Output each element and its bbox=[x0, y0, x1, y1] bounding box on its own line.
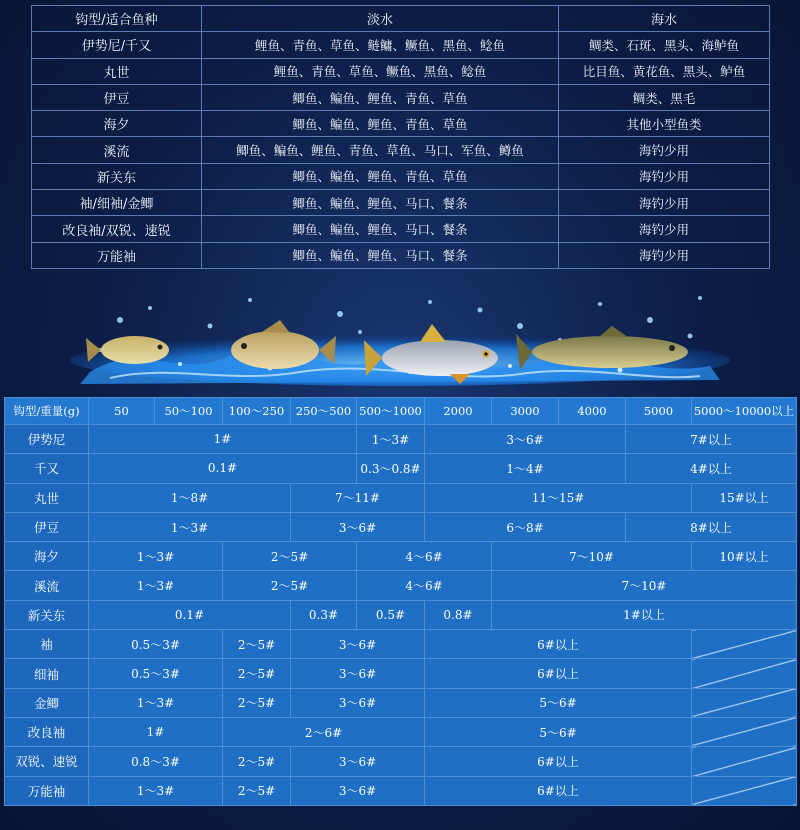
size-value-cell: 6～8# bbox=[425, 512, 626, 541]
weight-header-cell: 50 bbox=[89, 398, 155, 425]
size-value-cell: 3～6# bbox=[291, 659, 425, 688]
hook-name-cell: 伊势尼/千又 bbox=[32, 32, 202, 58]
freshwater-species-cell: 鲤鱼、青鱼、草鱼、鲢鳙、鳜鱼、黑鱼、鲶鱼 bbox=[202, 32, 559, 58]
weight-header-cell: 250～500 bbox=[291, 398, 357, 425]
empty-diagonal-cell bbox=[692, 747, 797, 776]
species-header-cell: 海水 bbox=[559, 6, 770, 32]
size-value-cell: 10#以上 bbox=[692, 542, 797, 571]
hook-name-cell: 袖 bbox=[5, 630, 89, 659]
species-row bbox=[32, 163, 770, 189]
hook-name-cell: 丸世 bbox=[5, 483, 89, 512]
size-value-cell: 1～3# bbox=[89, 688, 223, 717]
size-value-cell: 6#以上 bbox=[425, 747, 692, 776]
size-value-cell: 0.1# bbox=[89, 454, 357, 483]
weight-header-cell: 50～100 bbox=[155, 398, 223, 425]
size-value-cell: 6#以上 bbox=[425, 659, 692, 688]
size-value-cell: 0.3# bbox=[291, 600, 357, 629]
size-row bbox=[5, 512, 797, 541]
hook-name-cell: 万能袖 bbox=[32, 242, 202, 268]
size-row bbox=[5, 542, 797, 571]
freshwater-species-cell: 鲫鱼、鳊鱼、鲤鱼、马口、餐条 bbox=[202, 190, 559, 216]
species-row bbox=[32, 242, 770, 268]
size-value-cell: 2～5# bbox=[223, 571, 357, 600]
size-value-cell: 0.8～3# bbox=[89, 747, 223, 776]
freshwater-species-cell: 鲫鱼、鳊鱼、鲤鱼、青鱼、草鱼 bbox=[202, 163, 559, 189]
size-row bbox=[5, 717, 797, 746]
size-value-cell: 0.5～3# bbox=[89, 659, 223, 688]
size-value-cell: 1～3# bbox=[89, 542, 223, 571]
size-value-cell: 0.8# bbox=[425, 600, 492, 629]
size-header-row bbox=[5, 398, 797, 425]
hook-name-cell: 金鲫 bbox=[5, 688, 89, 717]
size-row bbox=[5, 630, 797, 659]
size-value-cell: 2～5# bbox=[223, 747, 291, 776]
saltwater-species-cell: 海钓少用 bbox=[559, 163, 770, 189]
size-value-cell: 1#以上 bbox=[492, 600, 797, 629]
weight-header-cell: 5000 bbox=[626, 398, 692, 425]
hook-name-cell: 新关东 bbox=[32, 163, 202, 189]
size-value-cell: 5～6# bbox=[425, 688, 692, 717]
size-value-cell: 1～3# bbox=[89, 512, 291, 541]
empty-diagonal-cell bbox=[692, 630, 797, 659]
saltwater-species-cell: 海钓少用 bbox=[559, 137, 770, 163]
hook-name-cell: 溪流 bbox=[5, 571, 89, 600]
size-value-cell: 1# bbox=[89, 425, 357, 454]
species-header-cell: 淡水 bbox=[202, 6, 559, 32]
hook-name-cell: 海夕 bbox=[32, 111, 202, 137]
size-value-cell: 0.5～3# bbox=[89, 630, 223, 659]
species-header-cell: 钩型/适合鱼种 bbox=[32, 6, 202, 32]
size-value-cell: 7～11# bbox=[291, 483, 425, 512]
freshwater-species-cell: 鲫鱼、鳊鱼、鲤鱼、马口、餐条 bbox=[202, 216, 559, 242]
size-value-cell: 7～10# bbox=[492, 571, 797, 600]
hook-name-cell: 伊豆 bbox=[5, 512, 89, 541]
hook-name-cell: 千又 bbox=[5, 454, 89, 483]
hook-name-cell: 伊势尼 bbox=[5, 425, 89, 454]
species-row bbox=[32, 216, 770, 242]
species-row bbox=[32, 84, 770, 110]
size-value-cell: 2～5# bbox=[223, 630, 291, 659]
hook-name-cell: 伊豆 bbox=[32, 84, 202, 110]
hook-name-cell: 海夕 bbox=[5, 542, 89, 571]
size-value-cell: 7～10# bbox=[492, 542, 692, 571]
freshwater-species-cell: 鲤鱼、青鱼、草鱼、鳜鱼、黑鱼、鲶鱼 bbox=[202, 58, 559, 84]
size-value-cell: 1～3# bbox=[357, 425, 425, 454]
empty-diagonal-cell bbox=[692, 688, 797, 717]
size-value-cell: 11～15# bbox=[425, 483, 692, 512]
hook-name-cell: 丸世 bbox=[32, 58, 202, 84]
size-value-cell: 2～5# bbox=[223, 659, 291, 688]
size-value-cell: 1～8# bbox=[89, 483, 291, 512]
size-value-cell: 3～6# bbox=[291, 776, 425, 805]
freshwater-species-cell: 鲫鱼、鳊鱼、鲤鱼、青鱼、草鱼 bbox=[202, 84, 559, 110]
size-value-cell: 5～6# bbox=[425, 717, 692, 746]
size-value-cell: 6#以上 bbox=[425, 630, 692, 659]
freshwater-species-cell: 鲫鱼、鳊鱼、鲤鱼、青鱼、草鱼、马口、军鱼、鳟鱼 bbox=[202, 137, 559, 163]
hook-name-cell: 改良袖/双锐、速锐 bbox=[32, 216, 202, 242]
freshwater-species-cell: 鲫鱼、鳊鱼、鲤鱼、马口、餐条 bbox=[202, 242, 559, 268]
species-row bbox=[32, 111, 770, 137]
size-row bbox=[5, 776, 797, 805]
weight-header-cell: 5000～10000以上 bbox=[692, 398, 797, 425]
size-row bbox=[5, 454, 797, 483]
size-value-cell: 1～3# bbox=[89, 571, 223, 600]
hook-name-cell: 袖/细袖/金鲫 bbox=[32, 190, 202, 216]
species-row bbox=[32, 137, 770, 163]
size-value-cell: 15#以上 bbox=[692, 483, 797, 512]
size-table bbox=[4, 397, 797, 806]
hook-name-cell: 溪流 bbox=[32, 137, 202, 163]
size-value-cell: 8#以上 bbox=[626, 512, 797, 541]
freshwater-species-cell: 鲫鱼、鳊鱼、鲤鱼、青鱼、草鱼 bbox=[202, 111, 559, 137]
size-value-cell: 4#以上 bbox=[626, 454, 797, 483]
size-value-cell: 3～6# bbox=[291, 688, 425, 717]
size-row bbox=[5, 600, 797, 629]
saltwater-species-cell: 比目鱼、黄花鱼、黑头、鲈鱼 bbox=[559, 58, 770, 84]
size-value-cell: 1～3# bbox=[89, 776, 223, 805]
weight-header-cell: 100～250 bbox=[223, 398, 291, 425]
size-value-cell: 2～5# bbox=[223, 542, 357, 571]
size-value-cell: 1～4# bbox=[425, 454, 626, 483]
empty-diagonal-cell bbox=[692, 717, 797, 746]
size-row bbox=[5, 483, 797, 512]
size-value-cell: 3～6# bbox=[291, 747, 425, 776]
size-value-cell: 0.5# bbox=[357, 600, 425, 629]
hook-name-cell: 细袖 bbox=[5, 659, 89, 688]
size-value-cell: 1# bbox=[89, 717, 223, 746]
size-value-cell: 2～6# bbox=[223, 717, 425, 746]
weight-header-cell: 3000 bbox=[492, 398, 559, 425]
size-value-cell: 4～6# bbox=[357, 571, 492, 600]
size-value-cell: 0.3～0.8# bbox=[357, 454, 425, 483]
saltwater-species-cell: 其他小型鱼类 bbox=[559, 111, 770, 137]
size-value-cell: 4～6# bbox=[357, 542, 492, 571]
species-table bbox=[31, 5, 770, 269]
empty-diagonal-cell bbox=[692, 659, 797, 688]
species-row bbox=[32, 32, 770, 58]
weight-header-cell: 钩型/重量(g) bbox=[5, 398, 89, 425]
size-value-cell: 6#以上 bbox=[425, 776, 692, 805]
size-row bbox=[5, 425, 797, 454]
weight-header-cell: 4000 bbox=[559, 398, 626, 425]
saltwater-species-cell: 海钓少用 bbox=[559, 242, 770, 268]
saltwater-species-cell: 鲷类、石斑、黑头、海鲈鱼 bbox=[559, 32, 770, 58]
size-row bbox=[5, 571, 797, 600]
hook-name-cell: 双锐、速锐 bbox=[5, 747, 89, 776]
size-row bbox=[5, 659, 797, 688]
saltwater-species-cell: 海钓少用 bbox=[559, 216, 770, 242]
empty-diagonal-cell bbox=[692, 776, 797, 805]
weight-header-cell: 2000 bbox=[425, 398, 492, 425]
weight-header-cell: 500～1000 bbox=[357, 398, 425, 425]
size-value-cell: 3～6# bbox=[425, 425, 626, 454]
species-header-row bbox=[32, 6, 770, 32]
size-value-cell: 2～5# bbox=[223, 688, 291, 717]
size-value-cell: 2～5# bbox=[223, 776, 291, 805]
species-row bbox=[32, 190, 770, 216]
size-value-cell: 7#以上 bbox=[626, 425, 797, 454]
hook-name-cell: 万能袖 bbox=[5, 776, 89, 805]
saltwater-species-cell: 海钓少用 bbox=[559, 190, 770, 216]
size-row bbox=[5, 688, 797, 717]
species-row bbox=[32, 58, 770, 84]
fish-splash-illustration bbox=[0, 280, 800, 396]
size-value-cell: 0.1# bbox=[89, 600, 291, 629]
size-value-cell: 3～6# bbox=[291, 512, 425, 541]
hook-name-cell: 改良袖 bbox=[5, 717, 89, 746]
hook-name-cell: 新关东 bbox=[5, 600, 89, 629]
size-value-cell: 3～6# bbox=[291, 630, 425, 659]
size-row bbox=[5, 747, 797, 776]
saltwater-species-cell: 鲷类、黑毛 bbox=[559, 84, 770, 110]
